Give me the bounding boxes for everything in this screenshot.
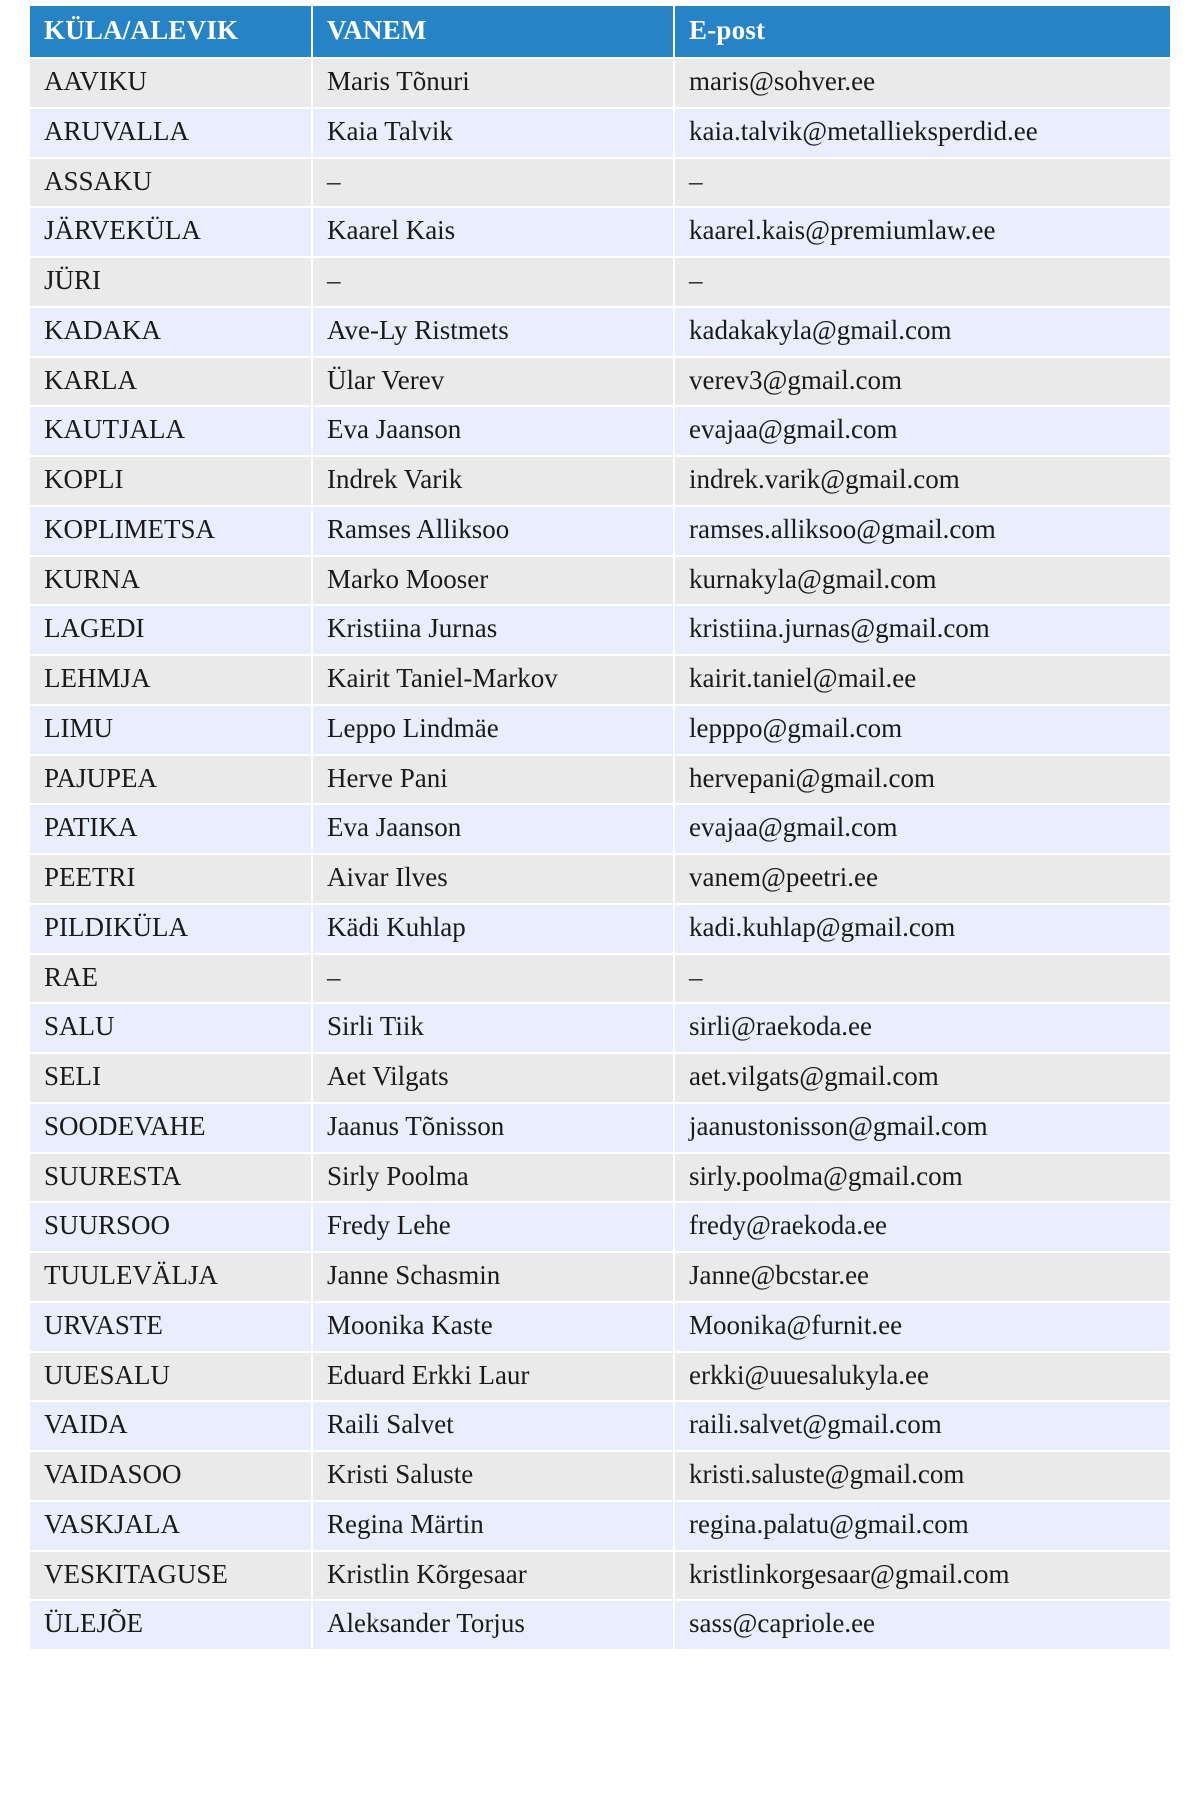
email-cell[interactable]: ramses.alliksoo@gmail.com	[674, 506, 1170, 556]
table-row	[30, 207, 1170, 257]
village-cell: PILDIKÜLA	[30, 904, 312, 954]
village-cell: UUESALU	[30, 1352, 312, 1402]
email-cell[interactable]: verev3@gmail.com	[674, 357, 1170, 407]
email-cell[interactable]: kristi.saluste@gmail.com	[674, 1451, 1170, 1501]
village-cell: LEHMJA	[30, 655, 312, 705]
email-cell[interactable]: sass@capriole.ee	[674, 1600, 1170, 1650]
table-row	[30, 954, 1170, 1004]
email-cell[interactable]: kairit.taniel@mail.ee	[674, 655, 1170, 705]
elder-cell: Moonika Kaste	[312, 1302, 674, 1352]
table-row	[30, 1252, 1170, 1302]
village-cell: VESKITAGUSE	[30, 1551, 312, 1601]
elder-cell: Marko Mooser	[312, 556, 674, 606]
email-cell[interactable]: aet.vilgats@gmail.com	[674, 1053, 1170, 1103]
elder-cell: Janne Schasmin	[312, 1252, 674, 1302]
email-cell[interactable]: lepppo@gmail.com	[674, 705, 1170, 755]
village-cell: ASSAKU	[30, 158, 312, 208]
table-header-row	[30, 6, 1170, 58]
column-header-elder: VANEM	[312, 6, 674, 58]
email-cell[interactable]: maris@sohver.ee	[674, 58, 1170, 108]
elder-cell: Kairit Taniel-Markov	[312, 655, 674, 705]
elder-cell: Sirly Poolma	[312, 1153, 674, 1203]
email-cell[interactable]: kadakakyla@gmail.com	[674, 307, 1170, 357]
elder-cell: Kristlin Kõrgesaar	[312, 1551, 674, 1601]
email-cell[interactable]: kristiina.jurnas@gmail.com	[674, 605, 1170, 655]
village-cell: TUULEVÄLJA	[30, 1252, 312, 1302]
email-cell[interactable]: kurnakyla@gmail.com	[674, 556, 1170, 606]
village-cell: KOPLI	[30, 456, 312, 506]
village-cell: VAIDA	[30, 1401, 312, 1451]
table-row	[30, 1053, 1170, 1103]
table-row	[30, 257, 1170, 307]
email-cell[interactable]: kaarel.kais@premiumlaw.ee	[674, 207, 1170, 257]
elder-cell: Fredy Lehe	[312, 1202, 674, 1252]
village-cell: LAGEDI	[30, 605, 312, 655]
elder-cell: Regina Märtin	[312, 1501, 674, 1551]
email-cell[interactable]: –	[674, 158, 1170, 208]
elder-cell: –	[312, 257, 674, 307]
email-cell[interactable]: Moonika@furnit.ee	[674, 1302, 1170, 1352]
table-row	[30, 406, 1170, 456]
table-row	[30, 804, 1170, 854]
table-row	[30, 556, 1170, 606]
village-cell: KOPLIMETSA	[30, 506, 312, 556]
table-row	[30, 1003, 1170, 1053]
village-cell: URVASTE	[30, 1302, 312, 1352]
table-row	[30, 655, 1170, 705]
table-row	[30, 1451, 1170, 1501]
table-row	[30, 1401, 1170, 1451]
table-row	[30, 307, 1170, 357]
table-row	[30, 705, 1170, 755]
elder-cell: Eva Jaanson	[312, 804, 674, 854]
village-cell: RAE	[30, 954, 312, 1004]
table-row	[30, 506, 1170, 556]
elder-cell: Kädi Kuhlap	[312, 904, 674, 954]
village-cell: SELI	[30, 1053, 312, 1103]
email-cell[interactable]: evajaa@gmail.com	[674, 804, 1170, 854]
elder-cell: Kristi Saluste	[312, 1451, 674, 1501]
email-cell[interactable]: sirli@raekoda.ee	[674, 1003, 1170, 1053]
elder-cell: Kristiina Jurnas	[312, 605, 674, 655]
email-cell[interactable]: kristlinkorgesaar@gmail.com	[674, 1551, 1170, 1601]
email-cell[interactable]: vanem@peetri.ee	[674, 854, 1170, 904]
column-header-village: KÜLA/ALEVIK	[30, 6, 312, 58]
table-row	[30, 1501, 1170, 1551]
village-cell: LIMU	[30, 705, 312, 755]
elder-cell: Leppo Lindmäe	[312, 705, 674, 755]
email-cell[interactable]: jaanustonisson@gmail.com	[674, 1103, 1170, 1153]
elder-cell: Aleksander Torjus	[312, 1600, 674, 1650]
village-cell: VAIDASOO	[30, 1451, 312, 1501]
table-row	[30, 1202, 1170, 1252]
elder-cell: Kaia Talvik	[312, 108, 674, 158]
elder-cell: –	[312, 158, 674, 208]
email-cell[interactable]: –	[674, 257, 1170, 307]
elder-cell: Ramses Alliksoo	[312, 506, 674, 556]
table-row	[30, 108, 1170, 158]
elder-cell: Kaarel Kais	[312, 207, 674, 257]
elder-cell: Aivar Ilves	[312, 854, 674, 904]
elder-cell: –	[312, 954, 674, 1004]
table-row	[30, 58, 1170, 108]
elder-cell: Jaanus Tõnisson	[312, 1103, 674, 1153]
village-cell: KURNA	[30, 556, 312, 606]
email-cell[interactable]: Janne@bcstar.ee	[674, 1252, 1170, 1302]
table-row	[30, 1103, 1170, 1153]
village-cell: PATIKA	[30, 804, 312, 854]
table-header	[30, 6, 1170, 58]
elder-cell: Eva Jaanson	[312, 406, 674, 456]
email-cell[interactable]: kadi.kuhlap@gmail.com	[674, 904, 1170, 954]
village-cell: JÜRI	[30, 257, 312, 307]
village-cell: JÄRVEKÜLA	[30, 207, 312, 257]
table-row	[30, 456, 1170, 506]
elder-cell: Aet Vilgats	[312, 1053, 674, 1103]
table-row	[30, 1302, 1170, 1352]
table-body	[30, 58, 1170, 1650]
village-cell: KADAKA	[30, 307, 312, 357]
village-cell: VASKJALA	[30, 1501, 312, 1551]
column-header-email: E-post	[674, 6, 1170, 58]
village-cell: AAVIKU	[30, 58, 312, 108]
table-row	[30, 854, 1170, 904]
table-row	[30, 1153, 1170, 1203]
elder-cell: Sirli Tiik	[312, 1003, 674, 1053]
email-cell[interactable]: fredy@raekoda.ee	[674, 1202, 1170, 1252]
email-cell[interactable]: evajaa@gmail.com	[674, 406, 1170, 456]
email-cell[interactable]: erkki@uuesalukyla.ee	[674, 1352, 1170, 1402]
email-cell[interactable]: –	[674, 954, 1170, 1004]
elder-cell: Raili Salvet	[312, 1401, 674, 1451]
elder-cell: Indrek Varik	[312, 456, 674, 506]
table-row	[30, 904, 1170, 954]
table-row	[30, 755, 1170, 805]
village-cell: PAJUPEA	[30, 755, 312, 805]
village-cell: KAUTJALA	[30, 406, 312, 456]
village-cell: SALU	[30, 1003, 312, 1053]
email-cell[interactable]: kaia.talvik@metallieksperdid.ee	[674, 108, 1170, 158]
village-cell: KARLA	[30, 357, 312, 407]
village-cell: SUURSOO	[30, 1202, 312, 1252]
email-cell[interactable]: raili.salvet@gmail.com	[674, 1401, 1170, 1451]
village-cell: PEETRI	[30, 854, 312, 904]
table-row	[30, 605, 1170, 655]
village-cell: ARUVALLA	[30, 108, 312, 158]
elder-cell: Maris Tõnuri	[312, 58, 674, 108]
elder-cell: Herve Pani	[312, 755, 674, 805]
table-row	[30, 1352, 1170, 1402]
email-cell[interactable]: hervepani@gmail.com	[674, 755, 1170, 805]
village-elders-table	[30, 6, 1170, 1651]
elder-cell: Eduard Erkki Laur	[312, 1352, 674, 1402]
table-row	[30, 357, 1170, 407]
village-cell: SOODEVAHE	[30, 1103, 312, 1153]
elder-cell: Ülar Verev	[312, 357, 674, 407]
table-row	[30, 158, 1170, 208]
email-cell[interactable]: indrek.varik@gmail.com	[674, 456, 1170, 506]
email-cell[interactable]: regina.palatu@gmail.com	[674, 1501, 1170, 1551]
elder-cell: Ave-Ly Ristmets	[312, 307, 674, 357]
table-row	[30, 1600, 1170, 1650]
email-cell[interactable]: sirly.poolma@gmail.com	[674, 1153, 1170, 1203]
table-row	[30, 1551, 1170, 1601]
village-cell: ÜLEJÕE	[30, 1600, 312, 1650]
village-cell: SUURESTA	[30, 1153, 312, 1203]
